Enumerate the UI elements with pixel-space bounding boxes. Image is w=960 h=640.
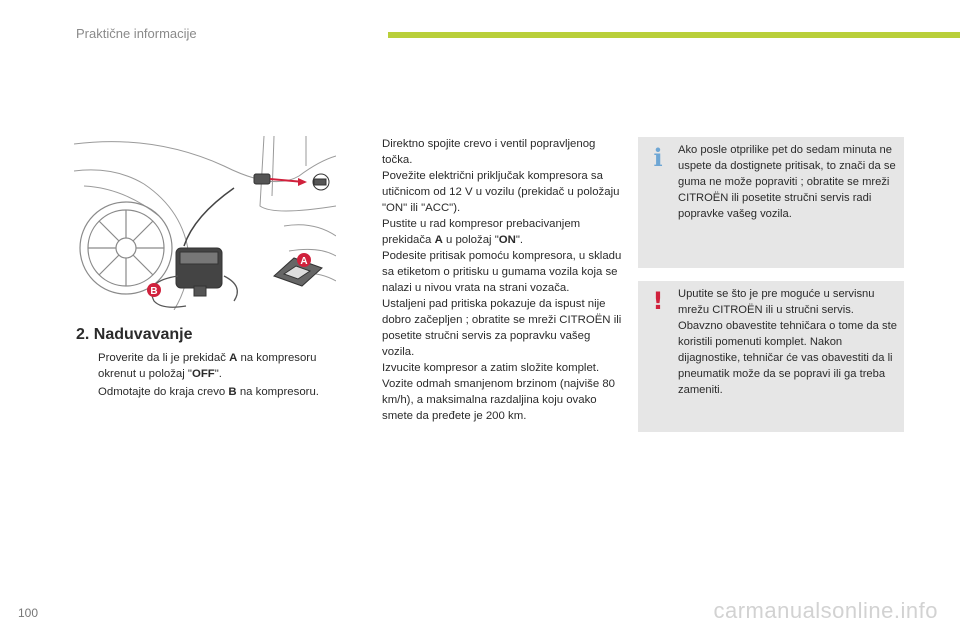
section-heading: 2. Naduvavanje <box>76 326 193 343</box>
tyre-repair-kit-illustration <box>74 136 336 310</box>
warning-exclamation-icon: ! <box>652 287 664 315</box>
list-item: Povežite električni priključak kompresora sa utičnicom od 12 V u vozilu (prekidač u položaju "ON" ili "ACC"). <box>382 170 620 214</box>
info-icon: i <box>653 143 663 172</box>
warning-box <box>638 281 904 432</box>
info-box-text: Ako posle otprilike pet do sedam minuta ne uspete da dostignete pritisak, to znači da se guma ne može popraviti ; obratite se mreži CITROËN ili posetite stručni servis radi popravke vašeg vozila. <box>678 144 896 220</box>
list-item: Direktno spojite crevo i ventil popravljenog točka. <box>382 138 596 166</box>
list-item: Odmotajte do kraja crevo B na kompresoru. <box>98 386 319 398</box>
watermark: carmanualsonline.info <box>713 598 938 623</box>
list-item: Izvucite kompresor a zatim složite komplet. <box>382 362 600 374</box>
list-item: Podesite pritisak pomoću kompresora, u skladu sa etiketom o pritisku u gumama vozila koja se nalazi u nivou vrata na strani vozača. Ustaljeni pad pritiska pokazuje da ispust nije dobro začepljen ; obratite se mreži CITROËN ili posetite stručni servis za popravku vašeg vozila. <box>382 250 622 358</box>
header-accent-bar <box>388 32 960 38</box>
callout-a-label: A <box>300 256 308 267</box>
inflation-steps-left <box>76 350 344 402</box>
list-item: Proverite da li je prekidač A na kompresoru okrenut u položaj "OFF". <box>98 352 317 380</box>
list-item: Vozite odmah smanjenom brzinom (najviše 80 km/h), a maksimalna razdaljina koju ovako smete da pređete je 200 km. <box>382 378 615 422</box>
page-number: 100 <box>18 606 39 620</box>
page-section-title: Praktične informacije <box>76 26 197 41</box>
callout-b-label: B <box>150 286 158 297</box>
list-item: Pustite u rad kompresor prebacivanjem prekidača A u položaj "ON". <box>382 218 581 246</box>
info-box <box>638 137 904 268</box>
step-continuation: Ustaljeni pad pritiska pokazuje da ispust nije dobro začepljen ; obratite se mreži CITROËN ili posetite stručni servis za popravku vašeg vozila. <box>382 298 622 358</box>
inflation-steps-right <box>360 136 622 424</box>
warning-box-text: Uputite se što je pre moguće u servisnu mrežu CITROËN ili u stručni servis. Obavzno obavestite tehničara o tome da ste koristili pomenuti komplet. Nakon dijagnostike, tehničar će vas obavestiti da li pneumatik može da se popravi ili ga treba zameniti. <box>678 288 897 396</box>
